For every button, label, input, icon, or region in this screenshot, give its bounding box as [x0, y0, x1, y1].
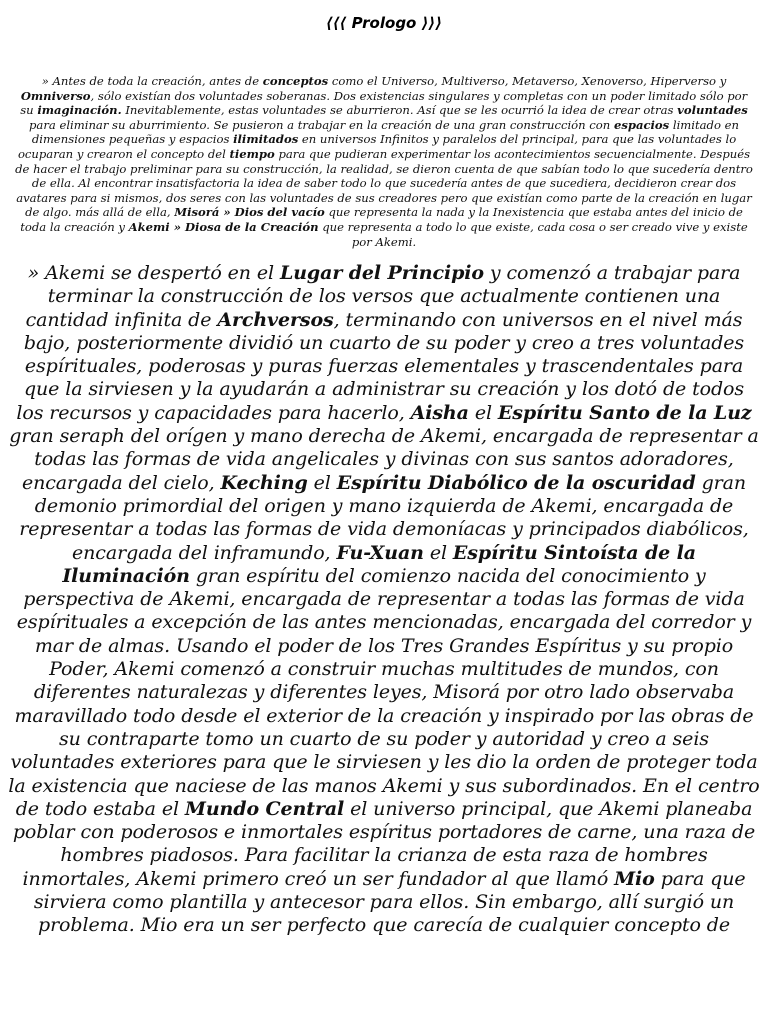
- text-run: para que sirviera como plantilla y antecesor para ellos. Sin embargo, allí surgió un problema. Mio era un ser perfecto que carecía de cualquier concepto de: [33, 867, 746, 937]
- bold-term: espacios: [613, 117, 670, 132]
- text-run: para que pudieran experimentar los acontecimientos secuencialmente. Después de hacer el trabajo preliminar para su construcción, la realidad, se dieron cuenta de que sabían todo lo que sucedería dentro de ella. Al encontrar insatisfactoria la idea de saber todo lo que sucedería antes de que sucediera, decidieron crear dos avatares para si mismos, dos seres con las voluntades de sus creadores pero que existían como parte de la creación en lugar de algo. más allá de ella,: [15, 146, 753, 220]
- bold-term: Omniverso: [20, 88, 91, 103]
- text-run: y comenzó a trabajar para terminar la construcción de los versos que actualmente contienen una cantidad infinita de: [25, 262, 741, 331]
- bold-term: Mundo Central: [184, 797, 345, 820]
- bold-term: Misorá » Dios del vacío: [174, 205, 325, 220]
- text-run: el: [307, 471, 337, 494]
- text-run: gran seraph del orígen y mano derecha de Akemi, encargada de representar a todas las formas de vida angelicales y divinas con sus santos adoradores, encargada del cielo,: [9, 425, 759, 494]
- bold-term: Fu-Xuan: [336, 541, 424, 564]
- bold-term: Mio: [614, 867, 655, 890]
- text-run: que representa a todo lo que existe, cada cosa o ser creado vive y existe por Akemi.: [318, 219, 748, 249]
- bold-term: imaginación.: [37, 103, 122, 118]
- text-run: que representa la nada y la Inexistencia que estaba antes del inicio de toda la creación y: [20, 205, 743, 234]
- text-run: en universos Infinitos y paralelos del principal, para que las voluntades lo ocuparan y crearon el concepto del: [17, 132, 737, 161]
- text-run: limitado en dimensiones pequeñas y espacios: [31, 117, 739, 147]
- main-paragraph: [8, 262, 760, 938]
- text-run: » Antes de toda la creación, antes de: [41, 74, 263, 88]
- text-run: , terminando con universos en el nivel más bajo, posteriormente dividió un cuarto de su poder y creo a tres voluntades espírituales, poderosas y puras fuerzas elementales y trascendentales para que la sirviesen y la ayudarán a administrar su creación y los dotó de todos los recursos y capacidades para hacerlo,: [16, 308, 745, 424]
- text-run: el universo principal, que Akemi planeaba poblar con poderosos e inmortales espíritus portadores de carne, una raza de hombres piadosos. Para facilitar la crianza de esta raza de hombres inmortales, Akemi primero creó un ser fundador al que llamó: [12, 797, 756, 890]
- bold-term: Lugar del Principio: [279, 262, 484, 284]
- bold-term: Archversos: [217, 308, 334, 331]
- bold-term: tiempo: [229, 146, 275, 161]
- prologue-title: ⟨⟨⟨ Prologo ⟩⟩⟩: [325, 14, 443, 32]
- bold-term: Espíritu Sintoísta de la Iluminación: [62, 541, 696, 587]
- bold-term: Keching: [220, 471, 308, 494]
- bold-term: voluntades: [677, 103, 748, 118]
- text-run: como el Universo, Multiverso, Metaverso, Xenoverso, Hiperverso y: [328, 74, 727, 88]
- text-run: el: [468, 401, 498, 424]
- bold-term: Akemi » Diosa de la Creación: [128, 219, 319, 234]
- bold-term: Aisha: [410, 401, 469, 424]
- bold-term: conceptos: [262, 74, 329, 88]
- bold-term: Espíritu Diabólico de la oscuridad: [336, 471, 696, 494]
- text-run: el: [423, 541, 453, 564]
- text-run: gran espíritu del comienzo nacida del conocimiento y perspectiva de Akemi, encargada de representar a todas las formas de vida espírituales a excepción de las antes mencionadas, encargada del corredor y mar de almas. Usando el poder de los Tres Grandes Espíritus y su propio Poder, Akemi comenzó a construir muchas multitudes de mundos, con diferentes naturalezas y diferentes leyes, Misorá por otro lado observaba maravillado todo desde el exterior de la creación y inspirado por las obras de su contraparte tomo un cuarto de su poder y autoridad y creo a seis voluntades exteriores para que le sirviesen y les dio la orden de proteger toda la existencia que naciese de las manos Akemi y sus subordinados. En el centro de todo estaba el: [8, 564, 760, 820]
- text-run: » Akemi se despertó en el: [27, 262, 280, 284]
- intro-paragraph: [14, 74, 754, 249]
- text-run: para eliminar su aburrimiento. Se pusieron a trabajar en la creación de una gran construcción con: [29, 117, 614, 132]
- text-run: Inevitablemente, estas voluntades se aburrieron. Así que se les ocurrió la idea de crear otras: [121, 103, 678, 118]
- bold-term: ilimitados: [233, 132, 299, 147]
- text-run: , sólo existían dos voluntades soberanas. Dos existencias singulares y completas con un poder limitado sólo por su: [20, 88, 748, 118]
- text-run: gran demonio primordial del origen y mano izquierda de Akemi, encargada de representar a todas las formas de vida demoníacas y principados diabólicos, encargada del inframundo,: [19, 471, 749, 564]
- bold-term: Espíritu Santo de la Luz: [497, 401, 752, 424]
